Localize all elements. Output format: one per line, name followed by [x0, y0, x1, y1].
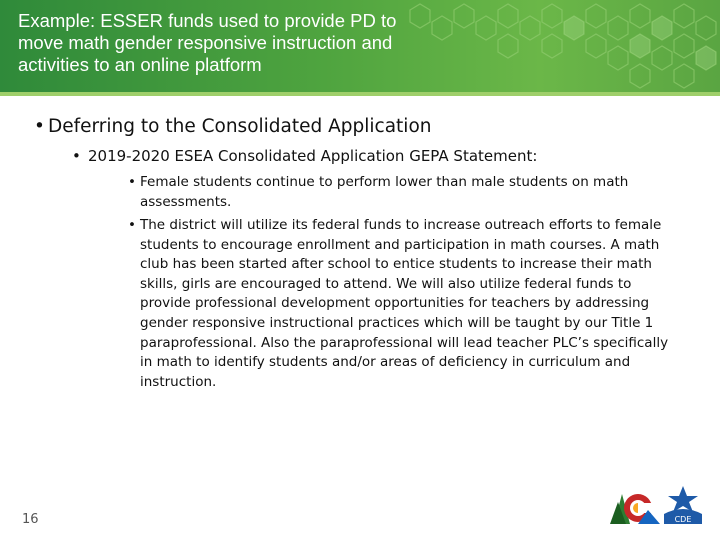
colorado-logo-icon [604, 486, 664, 526]
bullet-level-3-item [122, 216, 682, 392]
page-number: 16 [22, 512, 39, 527]
bullet-level-3-item [122, 173, 682, 212]
cde-logo-icon [660, 484, 706, 528]
bullet-level-3-text: Female students continue to perform lower than male students on math assessments. [140, 174, 629, 210]
slide-title-line-3: activities to an online platform [18, 54, 262, 75]
bullet-dot-icon: • [128, 174, 136, 190]
banner-divider [0, 92, 720, 96]
bullet-level-3-text: The district will utilize its federal funds to increase outreach efforts to female students to encourage enrollment and participation in math courses. A math club has been started after school to entice students to increase their math skills, girls are encouraged to attend. We will also utilize federal funds to provide professional development opportunities for teachers by addressing gender responsive instructional practices which will be taught by our Title 1 paraprofessional. Also the paraprofessional will lead teacher PLC’s specifically in math to identify students and/or areas of deficiency in curriculum and instruction. [140, 217, 669, 390]
bullet-level-1 [34, 116, 688, 137]
bullet-dot-icon: • [72, 147, 81, 165]
slide-title-line-2: move math gender responsive instruction and [18, 32, 393, 53]
bullet-dot-icon: • [128, 217, 136, 233]
bullet-dot-icon: • [34, 116, 45, 137]
cde-logo-text: CDE [674, 515, 692, 524]
slide-title [18, 10, 488, 76]
bullet-level-2 [72, 147, 688, 165]
bullet-level-2-text: 2019-2020 ESEA Consolidated Application GEPA Statement: [88, 147, 538, 165]
slide-title-line-1: Example: ESSER funds used to provide PD to [18, 10, 397, 31]
bullet-level-1-text: Deferring to the Consolidated Application [48, 116, 432, 137]
title-banner [0, 0, 720, 92]
